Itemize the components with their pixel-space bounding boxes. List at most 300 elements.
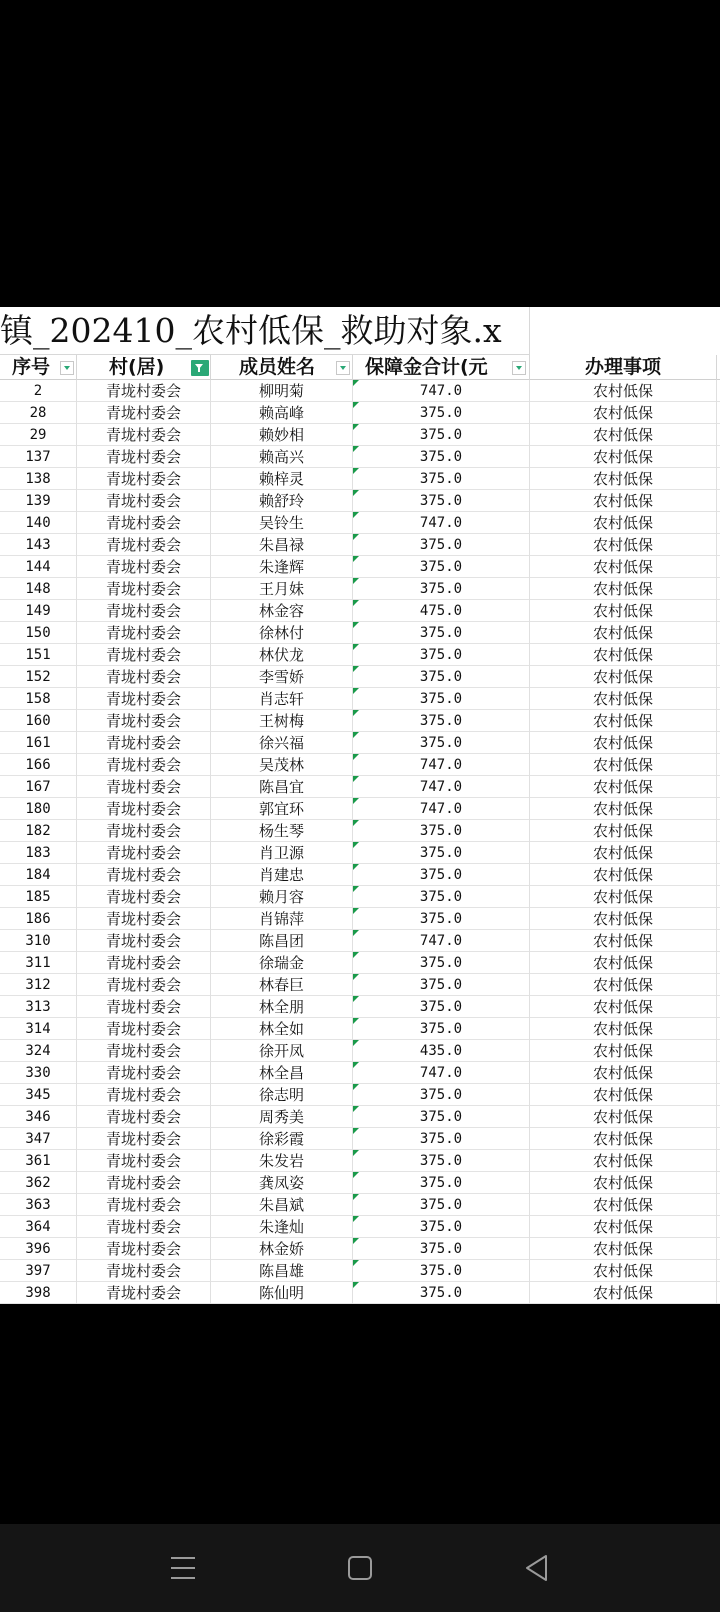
cell-index[interactable]	[0, 578, 77, 600]
cell-member-name[interactable]	[211, 1106, 353, 1128]
cell-service[interactable]	[530, 512, 717, 534]
cell-village[interactable]	[77, 842, 211, 864]
cell-member-name[interactable]	[211, 1062, 353, 1084]
cell-text: 375.0	[419, 647, 463, 663]
dropdown-filter-icon[interactable]	[512, 361, 526, 375]
cell-village[interactable]	[77, 644, 211, 666]
cell-village[interactable]	[77, 468, 211, 490]
cell-village[interactable]	[77, 1040, 211, 1062]
cell-service[interactable]	[530, 886, 717, 908]
table-row[interactable]	[0, 798, 720, 820]
cell-index[interactable]	[0, 754, 77, 776]
cell-member-name[interactable]	[211, 468, 353, 490]
cell-amount[interactable]	[353, 864, 530, 886]
cell-index[interactable]	[0, 820, 77, 842]
cell-village[interactable]	[77, 578, 211, 600]
cell-text: 徐彩霞	[258, 1130, 304, 1148]
header-cell-amount[interactable]	[353, 355, 530, 380]
cell-village[interactable]	[77, 974, 211, 996]
table-row[interactable]	[0, 402, 720, 424]
cell-text: 青垅村委会	[105, 646, 181, 664]
table-row[interactable]	[0, 1194, 720, 1216]
header-cell-member-name[interactable]	[211, 355, 353, 380]
number-as-text-indicator-icon	[353, 1260, 359, 1266]
cell-index[interactable]	[0, 1172, 77, 1194]
table-row[interactable]	[0, 1062, 720, 1084]
dropdown-filter-icon[interactable]	[60, 361, 74, 375]
cell-amount[interactable]	[353, 908, 530, 930]
cell-village[interactable]	[77, 1194, 211, 1216]
cell-index[interactable]	[0, 864, 77, 886]
cell-service[interactable]	[530, 446, 717, 468]
cell-text: 青垅村委会	[105, 866, 181, 884]
cell-amount[interactable]	[353, 1040, 530, 1062]
cell-amount[interactable]	[353, 732, 530, 754]
table-row[interactable]	[0, 974, 720, 996]
number-as-text-indicator-icon	[353, 908, 359, 914]
menu-icon[interactable]	[159, 1544, 207, 1592]
table-row[interactable]	[0, 710, 720, 732]
cell-member-name[interactable]	[211, 952, 353, 974]
cell-text: 138	[25, 471, 51, 487]
cell-service[interactable]	[530, 556, 717, 578]
cell-village[interactable]	[77, 402, 211, 424]
cell-amount[interactable]	[353, 556, 530, 578]
cell-amount[interactable]	[353, 1150, 530, 1172]
cell-text: 青垅村委会	[105, 844, 181, 862]
cell-amount[interactable]	[353, 578, 530, 600]
title-cell[interactable]	[0, 307, 530, 355]
cell-service[interactable]	[530, 798, 717, 820]
number-as-text-indicator-icon	[353, 820, 359, 826]
cell-service[interactable]	[530, 908, 717, 930]
cell-amount[interactable]	[353, 1260, 530, 1282]
table-row[interactable]	[0, 622, 720, 644]
table-row[interactable]	[0, 864, 720, 886]
cell-text: 青垅村委会	[105, 998, 181, 1016]
cell-member-name[interactable]	[211, 842, 353, 864]
cell-index[interactable]	[0, 490, 77, 512]
cell-service[interactable]	[530, 1282, 717, 1304]
cell-service[interactable]	[530, 754, 717, 776]
cell-village[interactable]	[77, 908, 211, 930]
cell-amount[interactable]	[353, 820, 530, 842]
table-row[interactable]	[0, 600, 720, 622]
cell-index[interactable]	[0, 1150, 77, 1172]
cell-amount[interactable]	[353, 402, 530, 424]
table-row[interactable]	[0, 468, 720, 490]
cell-village[interactable]	[77, 886, 211, 908]
cell-member-name[interactable]	[211, 402, 353, 424]
cell-member-name[interactable]	[211, 688, 353, 710]
table-row[interactable]	[0, 1282, 720, 1304]
cell-service[interactable]	[530, 1172, 717, 1194]
cell-service[interactable]	[530, 688, 717, 710]
cell-village[interactable]	[77, 1084, 211, 1106]
cell-amount[interactable]	[353, 446, 530, 468]
number-as-text-indicator-icon	[353, 710, 359, 716]
cell-service[interactable]	[530, 996, 717, 1018]
cell-service[interactable]	[530, 1106, 717, 1128]
cell-member-name[interactable]	[211, 556, 353, 578]
cell-village[interactable]	[77, 1128, 211, 1150]
cell-amount[interactable]	[353, 842, 530, 864]
cell-index[interactable]	[0, 446, 77, 468]
cell-amount[interactable]	[353, 952, 530, 974]
cell-member-name[interactable]	[211, 1194, 353, 1216]
cell-index[interactable]	[0, 732, 77, 754]
table-row[interactable]	[0, 1216, 720, 1238]
cell-amount[interactable]	[353, 534, 530, 556]
cell-village[interactable]	[77, 710, 211, 732]
cell-service[interactable]	[530, 534, 717, 556]
cell-text: 柳明菊	[258, 382, 304, 400]
cell-text: 青垅村委会	[105, 822, 181, 840]
cell-member-name[interactable]	[211, 490, 353, 512]
cell-village[interactable]	[77, 534, 211, 556]
table-row[interactable]	[0, 578, 720, 600]
cell-amount[interactable]	[353, 1282, 530, 1304]
table-row[interactable]	[0, 1150, 720, 1172]
cell-index[interactable]	[0, 1084, 77, 1106]
cell-village[interactable]	[77, 1216, 211, 1238]
cell-amount[interactable]	[353, 1018, 530, 1040]
cell-index[interactable]	[0, 600, 77, 622]
cell-index[interactable]	[0, 1018, 77, 1040]
cell-index[interactable]	[0, 1216, 77, 1238]
cell-amount[interactable]	[353, 424, 530, 446]
cell-amount[interactable]	[353, 644, 530, 666]
cell-amount[interactable]	[353, 1084, 530, 1106]
table-row[interactable]	[0, 688, 720, 710]
cell-member-name[interactable]	[211, 1216, 353, 1238]
table-row[interactable]	[0, 842, 720, 864]
cell-service[interactable]	[530, 380, 717, 402]
cell-member-name[interactable]	[211, 380, 353, 402]
cell-service[interactable]	[530, 842, 717, 864]
cell-amount[interactable]	[353, 1194, 530, 1216]
cell-service[interactable]	[530, 1194, 717, 1216]
cell-text: 王月妹	[258, 580, 304, 598]
cell-service[interactable]	[530, 710, 717, 732]
cell-service[interactable]	[530, 402, 717, 424]
home-icon[interactable]	[336, 1544, 384, 1592]
cell-member-name[interactable]	[211, 930, 353, 952]
cell-village[interactable]	[77, 996, 211, 1018]
cell-amount[interactable]	[353, 468, 530, 490]
cell-amount[interactable]	[353, 1106, 530, 1128]
cell-service[interactable]	[530, 732, 717, 754]
cell-amount[interactable]	[353, 798, 530, 820]
table-row[interactable]	[0, 886, 720, 908]
cell-member-name[interactable]	[211, 666, 353, 688]
cell-text: 青垅村委会	[105, 756, 181, 774]
cell-amount[interactable]	[353, 1062, 530, 1084]
cell-member-name[interactable]	[211, 600, 353, 622]
cell-index[interactable]	[0, 776, 77, 798]
cell-service[interactable]	[530, 864, 717, 886]
cell-member-name[interactable]	[211, 820, 353, 842]
cell-service[interactable]	[530, 1128, 717, 1150]
header-cell-village[interactable]	[77, 355, 211, 380]
table-row[interactable]	[0, 1128, 720, 1150]
cell-member-name[interactable]	[211, 1040, 353, 1062]
cell-amount[interactable]	[353, 776, 530, 798]
cell-text: 青垅村委会	[105, 1262, 181, 1280]
cell-index[interactable]	[0, 1238, 77, 1260]
cell-service[interactable]	[530, 1150, 717, 1172]
cell-index[interactable]	[0, 512, 77, 534]
cell-index[interactable]	[0, 380, 77, 402]
table-row[interactable]	[0, 556, 720, 578]
back-icon[interactable]	[513, 1544, 561, 1592]
cell-index[interactable]	[0, 1062, 77, 1084]
cell-village[interactable]	[77, 1172, 211, 1194]
cell-village[interactable]	[77, 864, 211, 886]
cell-amount[interactable]	[353, 974, 530, 996]
cell-index[interactable]	[0, 842, 77, 864]
cell-village[interactable]	[77, 490, 211, 512]
cell-amount[interactable]	[353, 622, 530, 644]
cell-service[interactable]	[530, 930, 717, 952]
cell-village[interactable]	[77, 1106, 211, 1128]
table-row[interactable]	[0, 1260, 720, 1282]
cell-village[interactable]	[77, 446, 211, 468]
cell-index[interactable]	[0, 1194, 77, 1216]
cell-service[interactable]	[530, 776, 717, 798]
cell-member-name[interactable]	[211, 974, 353, 996]
cell-index[interactable]	[0, 402, 77, 424]
cell-village[interactable]	[77, 688, 211, 710]
cell-index[interactable]	[0, 622, 77, 644]
cell-index[interactable]	[0, 710, 77, 732]
cell-index[interactable]	[0, 556, 77, 578]
table-row[interactable]	[0, 996, 720, 1018]
cell-service[interactable]	[530, 1018, 717, 1040]
cell-village[interactable]	[77, 666, 211, 688]
cell-village[interactable]	[77, 1062, 211, 1084]
table-row[interactable]	[0, 644, 720, 666]
cell-member-name[interactable]	[211, 512, 353, 534]
cell-index[interactable]	[0, 930, 77, 952]
cell-member-name[interactable]	[211, 710, 353, 732]
cell-village[interactable]	[77, 1260, 211, 1282]
cell-service[interactable]	[530, 666, 717, 688]
cell-village[interactable]	[77, 952, 211, 974]
cell-amount[interactable]	[353, 1238, 530, 1260]
cell-member-name[interactable]	[211, 1018, 353, 1040]
cell-service[interactable]	[530, 1260, 717, 1282]
cell-service[interactable]	[530, 1238, 717, 1260]
table-row[interactable]	[0, 820, 720, 842]
cell-amount[interactable]	[353, 1172, 530, 1194]
cell-member-name[interactable]	[211, 534, 353, 556]
cell-service[interactable]	[530, 974, 717, 996]
cell-text: 375.0	[419, 1175, 463, 1191]
table-row[interactable]	[0, 1238, 720, 1260]
cell-index[interactable]	[0, 688, 77, 710]
cell-member-name[interactable]	[211, 446, 353, 468]
cell-index[interactable]	[0, 996, 77, 1018]
table-row[interactable]	[0, 1084, 720, 1106]
table-row[interactable]	[0, 930, 720, 952]
table-row[interactable]	[0, 512, 720, 534]
cell-amount[interactable]	[353, 996, 530, 1018]
cell-index[interactable]	[0, 1260, 77, 1282]
cell-village[interactable]	[77, 1282, 211, 1304]
cell-village[interactable]	[77, 754, 211, 776]
cell-member-name[interactable]	[211, 908, 353, 930]
cell-index[interactable]	[0, 1282, 77, 1304]
cell-member-name[interactable]	[211, 644, 353, 666]
table-row[interactable]	[0, 732, 720, 754]
cell-member-name[interactable]	[211, 1260, 353, 1282]
table-row[interactable]	[0, 534, 720, 556]
cell-text: 青垅村委会	[105, 690, 181, 708]
cell-village[interactable]	[77, 600, 211, 622]
cell-service[interactable]	[530, 1062, 717, 1084]
cell-member-name[interactable]	[211, 1238, 353, 1260]
table-row[interactable]	[0, 490, 720, 512]
cell-member-name[interactable]	[211, 1128, 353, 1150]
system-navigation-bar	[0, 1524, 720, 1612]
table-row[interactable]	[0, 380, 720, 402]
cell-village[interactable]	[77, 732, 211, 754]
cell-service[interactable]	[530, 424, 717, 446]
cell-index[interactable]	[0, 1040, 77, 1062]
cell-village[interactable]	[77, 820, 211, 842]
cell-amount[interactable]	[353, 490, 530, 512]
cell-member-name[interactable]	[211, 754, 353, 776]
cell-village[interactable]	[77, 776, 211, 798]
cell-index[interactable]	[0, 908, 77, 930]
cell-member-name[interactable]	[211, 578, 353, 600]
table-row[interactable]	[0, 446, 720, 468]
number-as-text-indicator-icon	[353, 490, 359, 496]
number-as-text-indicator-icon	[353, 556, 359, 562]
cell-amount[interactable]	[353, 512, 530, 534]
cell-member-name[interactable]	[211, 1150, 353, 1172]
cell-amount[interactable]	[353, 380, 530, 402]
cell-service[interactable]	[530, 622, 717, 644]
cell-text: 375.0	[419, 405, 463, 421]
cell-service[interactable]	[530, 600, 717, 622]
cell-index[interactable]	[0, 1106, 77, 1128]
active-filter-icon[interactable]	[191, 360, 209, 376]
cell-index[interactable]	[0, 798, 77, 820]
cell-service[interactable]	[530, 1040, 717, 1062]
cell-service[interactable]	[530, 1084, 717, 1106]
cell-service[interactable]	[530, 468, 717, 490]
cell-index[interactable]	[0, 644, 77, 666]
table-row[interactable]	[0, 754, 720, 776]
table-row[interactable]	[0, 776, 720, 798]
cell-amount[interactable]	[353, 754, 530, 776]
header-cell-index[interactable]	[0, 355, 77, 380]
cell-village[interactable]	[77, 930, 211, 952]
cell-member-name[interactable]	[211, 864, 353, 886]
cell-index[interactable]	[0, 666, 77, 688]
cell-text: 朱昌斌	[258, 1196, 304, 1214]
cell-text: 赖高峰	[258, 404, 304, 422]
cell-amount[interactable]	[353, 666, 530, 688]
cell-village[interactable]	[77, 622, 211, 644]
cell-service[interactable]	[530, 1216, 717, 1238]
cell-amount[interactable]	[353, 1128, 530, 1150]
cell-index[interactable]	[0, 468, 77, 490]
cell-amount[interactable]	[353, 710, 530, 732]
cell-text: 青垅村委会	[105, 932, 181, 950]
cell-index[interactable]	[0, 1128, 77, 1150]
title-row-empty-cell[interactable]	[530, 307, 720, 355]
cell-amount[interactable]	[353, 600, 530, 622]
cell-village[interactable]	[77, 556, 211, 578]
cell-member-name[interactable]	[211, 776, 353, 798]
cell-service[interactable]	[530, 952, 717, 974]
header-cell-service[interactable]	[530, 355, 717, 380]
number-as-text-indicator-icon	[353, 600, 359, 606]
cell-village[interactable]	[77, 1018, 211, 1040]
table-row[interactable]	[0, 1172, 720, 1194]
number-as-text-indicator-icon	[353, 732, 359, 738]
cell-village[interactable]	[77, 424, 211, 446]
cell-text: 青垅村委会	[105, 800, 181, 818]
cell-member-name[interactable]	[211, 798, 353, 820]
cell-service[interactable]	[530, 490, 717, 512]
cell-member-name[interactable]	[211, 1172, 353, 1194]
cell-amount[interactable]	[353, 886, 530, 908]
cell-member-name[interactable]	[211, 996, 353, 1018]
dropdown-filter-icon[interactable]	[336, 361, 350, 375]
cell-village[interactable]	[77, 512, 211, 534]
table-row[interactable]	[0, 908, 720, 930]
table-row[interactable]	[0, 1106, 720, 1128]
cell-index[interactable]	[0, 424, 77, 446]
cell-village[interactable]	[77, 1238, 211, 1260]
cell-service[interactable]	[530, 820, 717, 842]
cell-amount[interactable]	[353, 930, 530, 952]
cell-village[interactable]	[77, 1150, 211, 1172]
cell-service[interactable]	[530, 578, 717, 600]
cell-member-name[interactable]	[211, 1084, 353, 1106]
cell-member-name[interactable]	[211, 886, 353, 908]
cell-member-name[interactable]	[211, 1282, 353, 1304]
cell-index[interactable]	[0, 886, 77, 908]
cell-index[interactable]	[0, 974, 77, 996]
table-row[interactable]	[0, 952, 720, 974]
cell-text: 158	[25, 691, 51, 707]
cell-index[interactable]	[0, 534, 77, 556]
cell-service[interactable]	[530, 644, 717, 666]
cell-member-name[interactable]	[211, 424, 353, 446]
cell-amount[interactable]	[353, 688, 530, 710]
cell-index[interactable]	[0, 952, 77, 974]
cell-text: 农村低保	[592, 1086, 653, 1104]
spreadsheet-view[interactable]	[0, 307, 720, 1304]
header-row	[0, 355, 720, 380]
cell-text: 青垅村委会	[105, 470, 181, 488]
cell-amount[interactable]	[353, 1216, 530, 1238]
table-row[interactable]	[0, 424, 720, 446]
table-row[interactable]	[0, 1018, 720, 1040]
cell-village[interactable]	[77, 798, 211, 820]
cell-member-name[interactable]	[211, 622, 353, 644]
cell-member-name[interactable]	[211, 732, 353, 754]
table-row[interactable]	[0, 1040, 720, 1062]
cell-text: 青垅村委会	[105, 492, 181, 510]
cell-village[interactable]	[77, 380, 211, 402]
table-row[interactable]	[0, 666, 720, 688]
